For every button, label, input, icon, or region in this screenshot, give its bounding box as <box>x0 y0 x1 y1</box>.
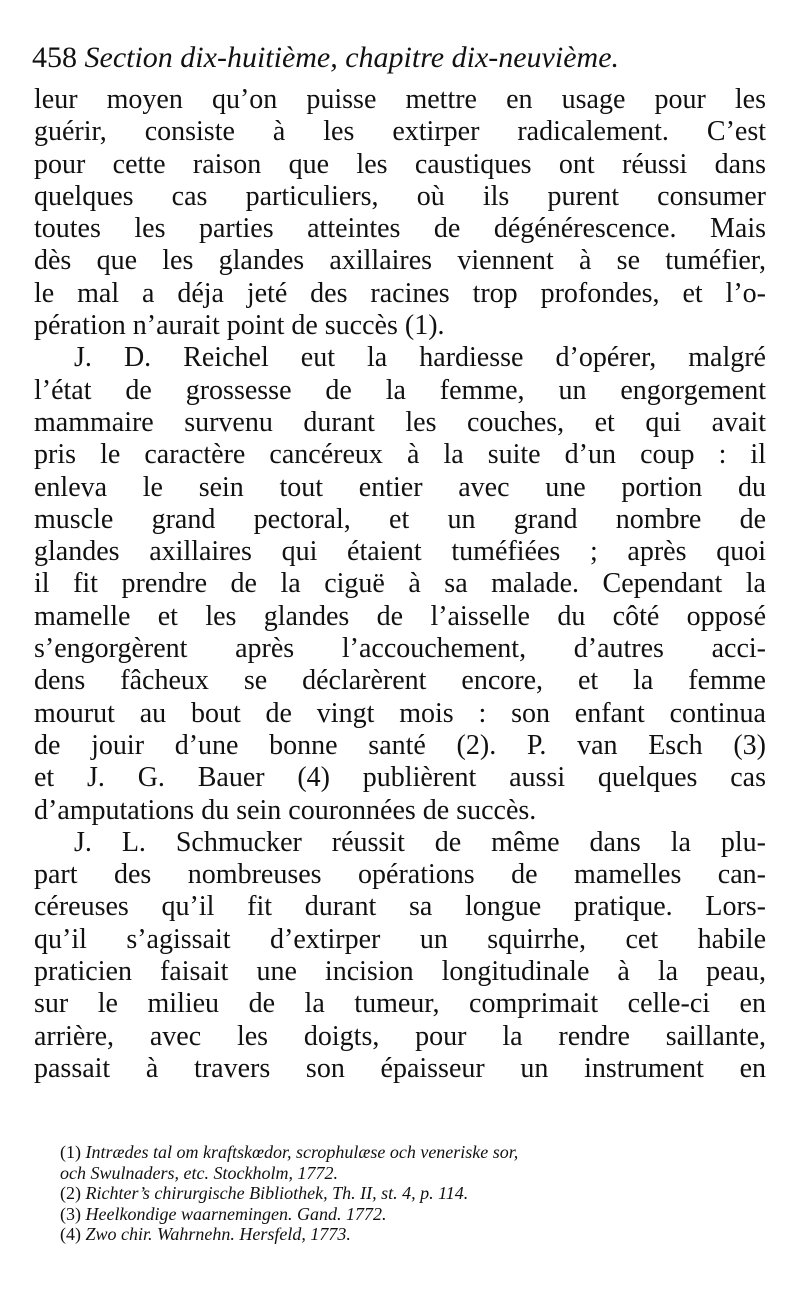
footnote-2 <box>60 1183 770 1204</box>
text-line: l’état de grossesse de la femme, un engorgement <box>34 374 766 406</box>
text-line: quelques cas particuliers, où ils purent consumer <box>34 180 766 212</box>
footnote-marker: (4) <box>60 1224 81 1244</box>
text-line: qu’il s’agissait d’extirper un squirrhe, cet habile <box>34 923 766 955</box>
footnote-text: Richter’s chirurgische Bibliothek, Th. II, st. 4, p. 114. <box>85 1183 469 1203</box>
text-line: et J. G. Bauer (4) publièrent aussi quelques cas <box>34 762 766 794</box>
footnote-1 <box>60 1142 770 1163</box>
text-line: J. D. Reichel eut la hardiesse d’opérer, malgré <box>74 342 766 374</box>
page-number: 458 <box>32 41 77 74</box>
text-line: dens fâcheux se déclarèrent encore, et la femme <box>34 665 766 697</box>
text-line: glandes axillaires qui étaient tuméfiées ; après quoi <box>34 536 766 568</box>
footnote-4 <box>60 1224 770 1245</box>
footnote-marker: (3) <box>60 1203 81 1224</box>
text-line: il fit prendre de la ciguë à sa malade. Cependant la <box>34 568 766 600</box>
footnote-marker: (2) <box>60 1183 81 1203</box>
footnote-marker: (1) <box>60 1142 81 1162</box>
footnote-text: Intrædes tal om kraftskœdor, scrophulæse och veneriske sor, <box>85 1142 519 1162</box>
text-line: mammaire survenu durant les couches, et qui avait <box>34 406 766 438</box>
footnote-text: Zwo chir. Wahrnehn. Hersfeld, 1773. <box>85 1224 351 1244</box>
footnote-1-continuation: och Swulnaders, etc. Stockholm, 1772. <box>60 1162 338 1183</box>
text-line: sur le milieu de la tumeur, comprimait celle-ci en <box>34 988 766 1020</box>
text-line: praticien faisait une incision longitudinale à la peau, <box>34 956 766 988</box>
text-line: pour cette raison que les caustiques ont réussi dans <box>34 148 766 180</box>
text-line: muscle grand pectoral, et un grand nombre de <box>34 503 766 535</box>
text-line: part des nombreuses opérations de mamelles can- <box>34 859 766 891</box>
footnotes <box>60 1142 770 1245</box>
text-line: dès que les glandes axillaires viennent à se tuméfier, <box>34 245 766 277</box>
text-line: guérir, consiste à les extirper radicalement. C’est <box>34 116 766 148</box>
text-line: J. L. Schmucker réussit de même dans la plu- <box>74 826 766 858</box>
text-line: toutes les parties atteintes de dégénérescence. Mais <box>34 213 766 245</box>
text-line: d’amputations du sein couronnées de succès. <box>34 794 537 826</box>
text-line: enleva le sein tout entier avec une portion du <box>34 471 766 503</box>
text-line: s’engorgèrent après l’accouchement, d’autres acci- <box>34 633 766 665</box>
running-title: Section dix-huitième, chapitre dix-neuvième. <box>84 41 620 74</box>
body-text <box>34 84 766 1085</box>
text-line: mourut au bout de vingt mois : son enfant continua <box>34 697 766 729</box>
footnote-3 <box>60 1204 770 1225</box>
text-line: de jouir d’une bonne santé (2). P. van Esch (3) <box>34 729 766 761</box>
text-line: pris le caractère cancéreux à la suite d’un coup : il <box>34 439 766 471</box>
text-line: passait à travers son épaisseur un instrument en <box>34 1052 766 1084</box>
running-header <box>32 40 732 76</box>
footnote-text: Heelkondige waarnemingen. Gand. 1772. <box>85 1203 387 1224</box>
text-line: leur moyen qu’on puisse mettre en usage pour les <box>34 84 766 115</box>
text-line: céreuses qu’il fit durant sa longue pratique. Lors- <box>34 891 766 923</box>
text-line: arrière, avec les doigts, pour la rendre saillante, <box>34 1020 766 1052</box>
text-line: mamelle et les glandes de l’aisselle du côté opposé <box>34 600 766 632</box>
text-line: le mal a déja jeté des racines trop profondes, et l’o- <box>34 277 766 309</box>
text-line: pération n’aurait point de succès (1). <box>34 310 445 342</box>
